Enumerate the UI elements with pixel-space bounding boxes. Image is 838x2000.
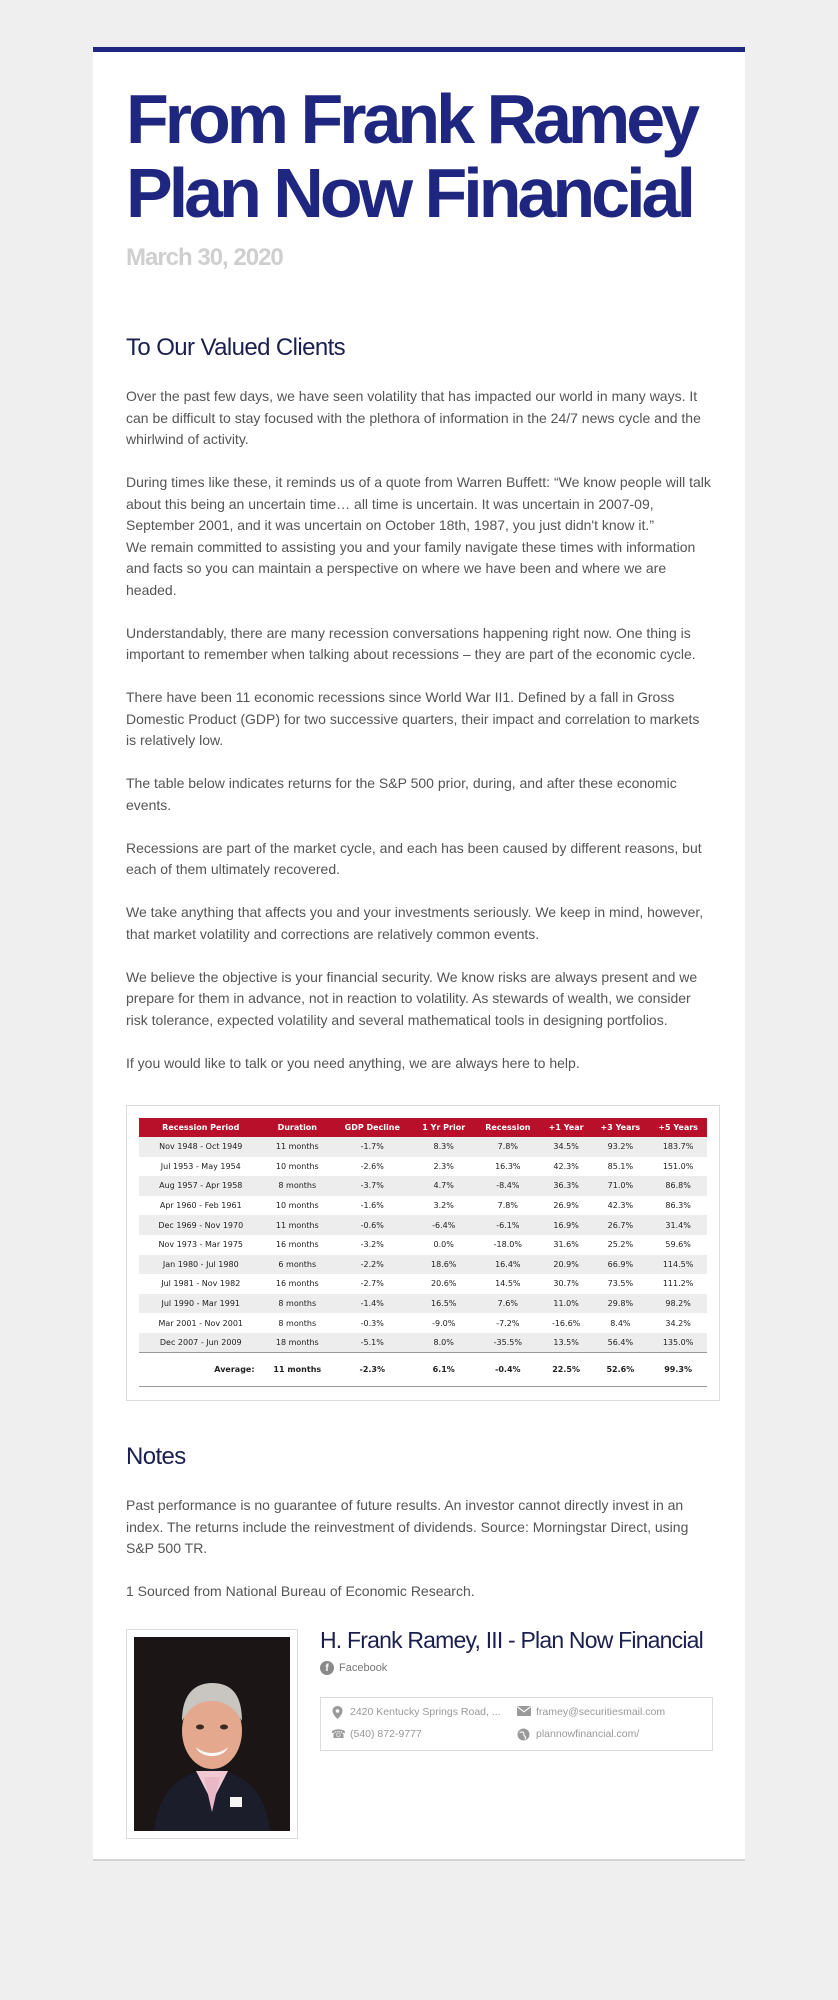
table-cell: 10 months bbox=[275, 1161, 319, 1171]
table-cell: 56.4% bbox=[592, 1333, 650, 1353]
table-cell: 2.3% bbox=[433, 1161, 454, 1171]
signature-block bbox=[126, 1626, 712, 1841]
table-cell: -3.2% bbox=[360, 1240, 384, 1250]
table-cell: -2.2% bbox=[332, 1255, 412, 1275]
table-cell: -35.5% bbox=[475, 1333, 541, 1353]
table-cell: 114.5% bbox=[649, 1255, 707, 1275]
website-item[interactable] bbox=[517, 1728, 639, 1741]
table-cell: -8.4% bbox=[475, 1176, 541, 1196]
table-row bbox=[139, 1137, 707, 1157]
column-header: +1 Year bbox=[541, 1118, 592, 1137]
paragraph: We remain committed to assisting you and your family navigate these times with information and facts so you can maintain a perspective on where we have been and where we are headed. bbox=[126, 538, 696, 598]
table-cell: 85.1% bbox=[607, 1161, 634, 1171]
table-row bbox=[139, 1313, 707, 1333]
table-cell: 34.5% bbox=[541, 1137, 592, 1157]
table-cell: Dec 1969 - Nov 1970 bbox=[139, 1215, 263, 1235]
table-cell: -2.7% bbox=[360, 1279, 384, 1289]
notes-heading: Notes bbox=[126, 1443, 186, 1470]
average-cell: -0.4% bbox=[475, 1353, 541, 1387]
table-cell: 16 months bbox=[275, 1240, 319, 1250]
table-cell: 42.3% bbox=[607, 1201, 634, 1211]
table-cell: Jul 1953 - May 1954 bbox=[160, 1161, 241, 1171]
table-cell: -1.4% bbox=[332, 1294, 412, 1314]
column-header: +5 Years bbox=[649, 1118, 707, 1137]
table-cell: -16.6% bbox=[551, 1318, 581, 1328]
paragraph: If you would like to talk or you need anything, we are always here to help. bbox=[126, 1054, 580, 1071]
table-cell: -0.6% bbox=[332, 1215, 412, 1235]
table-cell: 16.3% bbox=[495, 1161, 521, 1171]
table-cell: Nov 1948 - Oct 1949 bbox=[139, 1137, 263, 1157]
average-row bbox=[139, 1353, 707, 1387]
table-row bbox=[139, 1255, 707, 1275]
paragraph: We take anything that affects you and your investments seriously. We keep in mind, however, that market volatility and corrections are relatively common events. bbox=[126, 904, 704, 942]
table-cell: 98.2% bbox=[649, 1294, 707, 1314]
table-cell: 18 months bbox=[263, 1333, 332, 1353]
table-cell: 11 months bbox=[263, 1215, 332, 1235]
map-pin-icon bbox=[331, 1706, 344, 1719]
publish-date: March 30, 2020 bbox=[126, 244, 283, 271]
table-cell: 86.8% bbox=[649, 1176, 707, 1196]
table-cell: 16.9% bbox=[541, 1215, 592, 1235]
table-cell: Dec 2007 - Jun 2009 bbox=[139, 1333, 263, 1353]
table-cell: 6 months bbox=[263, 1255, 332, 1275]
advisor-photo bbox=[134, 1637, 290, 1831]
average-cell: 6.1% bbox=[413, 1353, 475, 1387]
column-header: 1 Yr Prior bbox=[413, 1118, 475, 1137]
table-cell: 7.8% bbox=[497, 1201, 518, 1211]
table-row bbox=[139, 1215, 707, 1235]
table-cell: -0.3% bbox=[360, 1318, 384, 1328]
column-header: Recession bbox=[475, 1118, 541, 1137]
notes-body bbox=[126, 1495, 712, 1603]
table-cell: 93.2% bbox=[592, 1137, 650, 1157]
facebook-link[interactable] bbox=[320, 1661, 387, 1675]
table-cell: 8 months bbox=[263, 1294, 332, 1314]
table-cell: 151.0% bbox=[662, 1161, 694, 1171]
table-cell: -6.4% bbox=[413, 1215, 475, 1235]
paragraph: Understandably, there are many recession conversations happening right now. One thing is important to remember when talking about recessions – they are part of the economic cycle. bbox=[126, 624, 696, 662]
table-cell: 4.7% bbox=[413, 1176, 475, 1196]
paragraph: There have been 11 economic recessions since World War II1. Defined by a fall in Gross Domestic Product (GDP) for two successive quarters, their impact and correlation to markets is relatively low. bbox=[126, 689, 700, 748]
globe-icon bbox=[517, 1728, 530, 1741]
average-cell: 52.6% bbox=[592, 1353, 650, 1387]
table-cell: 8 months bbox=[278, 1318, 317, 1328]
table-cell: 73.5% bbox=[607, 1279, 634, 1289]
table-row bbox=[139, 1157, 707, 1177]
signature-name: H. Frank Ramey, III - Plan Now Financial bbox=[320, 1626, 703, 1653]
table-cell: -18.0% bbox=[493, 1240, 522, 1250]
average-cell: -2.3% bbox=[332, 1353, 412, 1387]
table-cell: 86.3% bbox=[665, 1201, 691, 1211]
table-cell: -1.7% bbox=[332, 1137, 412, 1157]
email-text: framey@securitiesmail.com bbox=[536, 1706, 666, 1718]
table-cell: 183.7% bbox=[649, 1137, 707, 1157]
table-cell: 8 months bbox=[263, 1176, 332, 1196]
table-cell: 7.8% bbox=[475, 1137, 541, 1157]
email-item[interactable] bbox=[517, 1706, 665, 1719]
address-text: 2420 Kentucky Springs Road, ... bbox=[350, 1706, 501, 1718]
table-cell: Jul 1981 - Nov 1982 bbox=[161, 1279, 241, 1289]
recession-returns-table bbox=[139, 1118, 707, 1387]
table-row bbox=[139, 1333, 707, 1353]
address-item[interactable] bbox=[331, 1706, 501, 1719]
average-cell: 99.3% bbox=[649, 1353, 707, 1387]
table-cell: -6.1% bbox=[475, 1215, 541, 1235]
column-header: Duration bbox=[263, 1118, 332, 1137]
table-cell: -2.6% bbox=[360, 1161, 384, 1171]
table-cell: 16.4% bbox=[475, 1255, 541, 1275]
table-cell: 7.6% bbox=[475, 1294, 541, 1314]
table-cell: 8.0% bbox=[413, 1333, 475, 1353]
table-cell: 66.9% bbox=[592, 1255, 650, 1275]
recession-table-image bbox=[126, 1105, 720, 1401]
table-cell: -9.0% bbox=[432, 1318, 456, 1328]
table-cell: 16 months bbox=[275, 1279, 319, 1289]
title-line-2: Plan Now Financial bbox=[126, 154, 692, 232]
table-cell: -1.6% bbox=[360, 1201, 384, 1211]
table-cell: 13.5% bbox=[541, 1333, 592, 1353]
table-cell: 34.2% bbox=[665, 1318, 691, 1328]
table-cell: 26.9% bbox=[553, 1201, 579, 1211]
table-cell: 26.7% bbox=[592, 1215, 650, 1235]
table-cell: Jul 1990 - Mar 1991 bbox=[139, 1294, 263, 1314]
newsletter-card bbox=[93, 47, 745, 1859]
note-paragraph: 1 Sourced from National Bureau of Economic Research. bbox=[126, 1583, 475, 1599]
table-row bbox=[139, 1294, 707, 1314]
table-cell: 14.5% bbox=[495, 1279, 521, 1289]
table-row bbox=[139, 1274, 707, 1294]
table-cell: 8.4% bbox=[610, 1318, 631, 1328]
table-row bbox=[139, 1235, 707, 1255]
paragraph: Over the past few days, we have seen volatility that has impacted our world in many ways. It can be difficult to stay focused with the plethora of information in the 24/7 news cycle and the whirlwind of activity. bbox=[126, 388, 701, 447]
table-cell: 135.0% bbox=[649, 1333, 707, 1353]
paragraph: The table below indicates returns for the S&P 500 prior, during, and after these economic events. bbox=[126, 775, 677, 813]
website-text: plannowfinancial.com/ bbox=[536, 1728, 640, 1740]
table-cell: -3.7% bbox=[332, 1176, 412, 1196]
column-header: GDP Decline bbox=[332, 1118, 412, 1137]
table-cell: 0.0% bbox=[433, 1240, 454, 1250]
table-cell: Mar 2001 - Nov 2001 bbox=[158, 1318, 244, 1328]
table-cell: 16.5% bbox=[413, 1294, 475, 1314]
table-cell: 71.0% bbox=[592, 1176, 650, 1196]
paragraph: We believe the objective is your financial security. We know risks are always present and we prepare for them in advance, not in reaction to volatility. As stewards of wealth, we consider risk tolerance, expected volatility and several mathematical tools in designing portfolios. bbox=[126, 968, 698, 1028]
table-cell: -7.2% bbox=[496, 1318, 520, 1328]
table-cell: 11.0% bbox=[541, 1294, 592, 1314]
phone-icon: ☎ bbox=[331, 1726, 346, 1741]
paragraph: Recessions are part of the market cycle, and each has been caused by different reasons, but each of them ultimately recovered. bbox=[126, 839, 702, 877]
table-body bbox=[139, 1137, 707, 1387]
table-cell: Aug 1957 - Apr 1958 bbox=[139, 1176, 263, 1196]
table-cell: 25.2% bbox=[607, 1240, 634, 1250]
table-cell: 36.3% bbox=[541, 1176, 592, 1196]
table-cell: 42.3% bbox=[553, 1161, 579, 1171]
table-cell: 10 months bbox=[275, 1201, 319, 1211]
average-cell: 22.5% bbox=[541, 1353, 592, 1387]
envelope-icon bbox=[517, 1706, 530, 1719]
column-header: Recession Period bbox=[139, 1118, 263, 1137]
table-cell: 29.8% bbox=[592, 1294, 650, 1314]
average-cell: Average: bbox=[139, 1353, 263, 1387]
table-cell: 8.3% bbox=[413, 1137, 475, 1157]
facebook-label: Facebook bbox=[339, 1661, 388, 1674]
table-cell: 31.4% bbox=[649, 1215, 707, 1235]
title-line-1: From Frank Ramey bbox=[126, 80, 697, 158]
table-cell: Nov 1973 - Mar 1975 bbox=[158, 1240, 244, 1250]
paragraph: During times like these, it reminds us of a quote from Warren Buffett: “We know people will talk about this being an uncertain time… all time is uncertain. It was uncertain in 2007-09, September 2001, and it was uncertain on October 18th, 1987, you just didn't know it.” bbox=[126, 474, 711, 533]
table-cell: 20.6% bbox=[430, 1279, 457, 1289]
intro-body bbox=[126, 386, 712, 1074]
table-cell: Jan 1980 - Jul 1980 bbox=[139, 1255, 263, 1275]
table-cell: 111.2% bbox=[662, 1279, 694, 1289]
table-cell: 18.6% bbox=[413, 1255, 475, 1275]
table-cell: 3.2% bbox=[433, 1201, 454, 1211]
table-row bbox=[139, 1176, 707, 1196]
table-header-row bbox=[139, 1118, 707, 1137]
average-cell: 11 months bbox=[263, 1353, 332, 1387]
table-cell: 31.6% bbox=[553, 1240, 579, 1250]
table-row bbox=[139, 1196, 707, 1216]
column-header: +3 Years bbox=[592, 1118, 650, 1137]
table-cell: 30.7% bbox=[553, 1279, 579, 1289]
table-cell: Apr 1960 - Feb 1961 bbox=[159, 1201, 242, 1211]
note-paragraph: Past performance is no guarantee of future results. An investor cannot directly invest in an index. The returns include the reinvestment of dividends. Source: Morningstar Direct, using S&P 500 TR. bbox=[126, 1497, 689, 1556]
facebook-icon: f bbox=[320, 1661, 334, 1675]
table-cell: 11 months bbox=[263, 1137, 332, 1157]
contact-box bbox=[320, 1697, 713, 1751]
table-cell: 20.9% bbox=[541, 1255, 592, 1275]
page-title bbox=[126, 82, 712, 230]
table-cell: 59.6% bbox=[665, 1240, 691, 1250]
photo-frame bbox=[126, 1629, 298, 1839]
table-cell: -5.1% bbox=[332, 1333, 412, 1353]
phone-text: (540) 872-9777 bbox=[350, 1728, 422, 1740]
intro-heading: To Our Valued Clients bbox=[126, 334, 346, 361]
phone-item[interactable] bbox=[331, 1728, 422, 1741]
